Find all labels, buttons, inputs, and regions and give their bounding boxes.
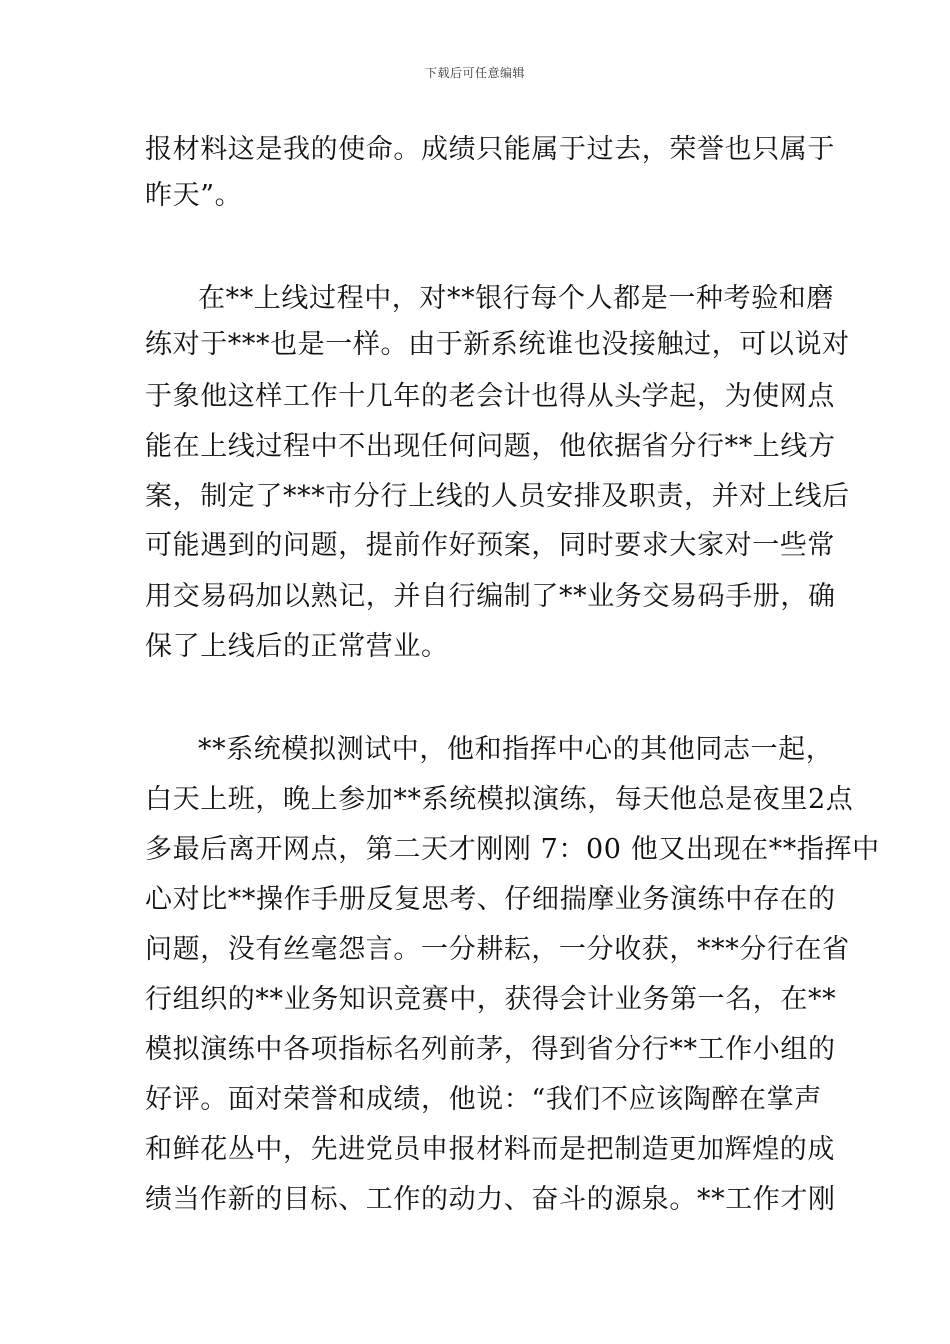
header-note: 下载后可任意编辑: [424, 66, 525, 80]
paragraph-2-line-1: 在**上线过程中，对**银行每个人都是一种考验和磨: [198, 283, 834, 314]
paragraph-2-line-7: 用交易码加以熟记，并自行编制了**业务交易码手册，确: [145, 581, 836, 612]
paragraph-2-line-6: 可能遇到的问题，提前作好预案，同时要求大家对一些常: [145, 530, 835, 561]
paragraph-3-line-6: 行组织的**业务知识竞赛中，获得会计业务第一名，在**: [145, 984, 837, 1015]
paragraph-1-line-2: 昨天”。: [145, 180, 243, 211]
paragraph-3-line-9: 和鲜花丛中，先进党员申报材料而是把制造更加辉煌的成: [145, 1134, 835, 1165]
paragraph-3-line-2: 白天上班，晚上参加**系统模拟演练，每天他总是夜里2点: [145, 784, 854, 815]
paragraph-3-line-8: 好评。面对荣誉和成绩，他说：“我们不应该陶醉在掌声: [145, 1084, 822, 1115]
paragraph-2-line-3: 于象他这样工作十几年的老会计也得从头学起，为使网点: [145, 381, 835, 412]
paragraph-1-line-1: 报材料这是我的使命。成绩只能属于过去，荣誉也只属于: [145, 134, 835, 165]
paragraph-2-line-2: 练对于***也是一样。由于新系统谁也没接触过，可以说对: [145, 329, 850, 360]
paragraph-3-line-3: 多最后离开网点，第二天才刚刚 7：00 他又出现在**指挥中: [145, 834, 880, 865]
paragraph-2-line-4: 能在上线过程中不出现任何问题，他依据省分行**上线方: [145, 431, 836, 462]
paragraph-2-line-8: 保了上线后的正常营业。: [145, 631, 449, 662]
paragraph-3-line-5: 问题，没有丝毫怨言。一分耕耘，一分收获，***分行在省: [145, 934, 850, 965]
paragraph-3-line-10: 绩当作新的目标、工作的动力、奋斗的源泉。**工作才刚: [145, 1184, 836, 1215]
paragraph-3-line-7: 模拟演练中各项指标名列前茅，得到省分行**工作小组的: [145, 1034, 836, 1065]
paragraph-3-line-1: **系统模拟测试中，他和指挥中心的其他同志一起，: [198, 734, 834, 765]
paragraph-3-line-4: 心对比**操作手册反复思考、仔细揣摩业务演练中存在的: [145, 884, 836, 915]
paragraph-2-line-5: 案，制定了***市分行上线的人员安排及职责，并对上线后: [145, 481, 850, 512]
